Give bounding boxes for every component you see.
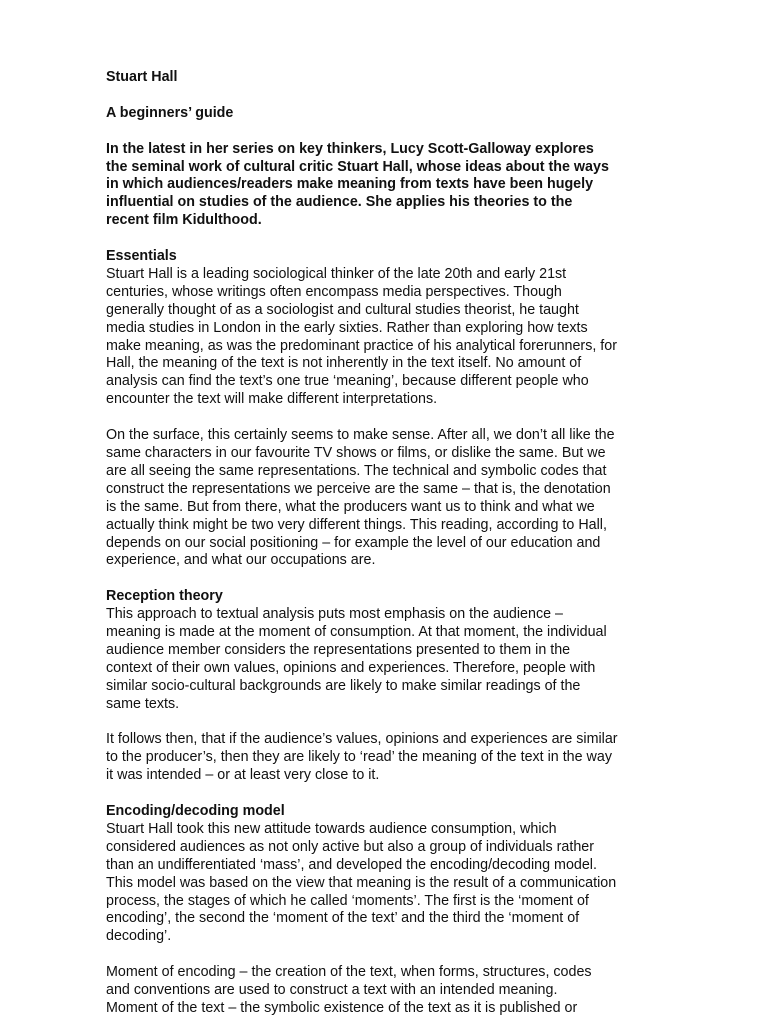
text-line: are all seeing the same representations. The technical and symbolic codes that [106,462,607,479]
standfirst-line: In the latest in her series on key thinkers, Lucy Scott-Galloway explores [106,140,594,157]
text-line: make meaning, as was the predominant practice of his analytical forerunners, for [106,337,617,354]
spacer [106,123,666,141]
text-line: actually think might be two very different things. This reading, according to Hall, [106,516,607,533]
spacer [106,230,666,248]
text-line: is the same. But from there, what the producers want us to think and what we [106,498,595,515]
section-heading-reception-theory: Reception theory [106,588,223,605]
standfirst-line: influential on studies of the audience. She applies his theories to the [106,194,573,211]
standfirst-line: the seminal work of cultural critic Stuart Hall, whose ideas about the ways [106,158,609,175]
text-line: to the producer’s, then they are likely to ‘read’ the meaning of the text in the way [106,749,612,766]
text-line: considered audiences as not only active but also a group of individuals rather [106,838,594,855]
text-line: it was intended – or at least very close to it. [106,767,380,784]
paragraph [106,964,666,1018]
text-line: analysis can find the text’s one true ‘meaning’, because different people who [106,373,589,390]
standfirst [106,141,666,231]
text-line: This approach to textual analysis puts most emphasis on the audience – [106,606,563,623]
paragraph [106,427,666,570]
spacer [106,570,666,588]
text-line: similar socio-cultural backgrounds are likely to make similar readings of the [106,677,581,694]
text-line: than an undifferentiated ‘mass’, and developed the encoding/decoding model. [106,856,597,873]
text-line: Hall, the meaning of the text is not inherently in the text itself. No amount of [106,355,582,372]
paragraph [106,821,666,946]
text-line: On the surface, this certainly seems to make sense. After all, we don’t all like the [106,427,615,444]
text-line: construct the representations we perceive are the same – that is, the denotation [106,480,611,497]
text-line: Moment of encoding – the creation of the text, when forms, structures, codes [106,964,592,981]
standfirst-line: in which audiences/readers make meaning from texts have been hugely [106,176,594,193]
spacer [106,87,666,105]
text-line: It follows then, that if the audience’s values, opinions and experiences are similar [106,731,618,748]
text-line: experience, and what our occupations are. [106,552,376,569]
standfirst-line: recent film Kidulthood. [106,212,262,229]
text-line: Stuart Hall is a leading sociological thinker of the late 20th and early 21st [106,265,567,282]
text-line: generally thought of as a sociologist and cultural studies theorist, he taught [106,301,579,318]
paragraph [106,606,666,713]
spacer [106,714,666,732]
text-line: This model was based on the view that meaning is the result of a communication [106,874,617,891]
text-line: centuries, whose writings often encompass media perspectives. Though [106,283,562,300]
text-line: Stuart Hall took this new attitude towards audience consumption, which [106,820,557,837]
section-heading-encoding-decoding-model: Encoding/decoding model [106,803,285,820]
paragraph [106,266,666,409]
text-line: process, the stages of which he called ‘moments’. The first is the ‘moment of [106,892,589,909]
text-line: encounter the text will make different interpretations. [106,391,438,408]
text-line: encoding’, the second the ‘moment of the text’ and the third the ‘moment of [106,910,580,927]
text-line: decoding’. [106,928,172,945]
paragraph [106,731,666,785]
text-line: meaning is made at the moment of consumption. At that moment, the individual [106,624,607,641]
document-subtitle: A beginners’ guide [106,104,234,121]
spacer [106,409,666,427]
section-heading-essentials: Essentials [106,248,177,265]
text-line: Moment of the text – the symbolic existence of the text as it is published or [106,1000,578,1016]
document-page [106,69,666,1018]
spacer [106,946,666,964]
text-line: audience member considers the representations presented to them in the [106,641,571,658]
text-line: depends on our social positioning – for example the level of our education and [106,534,601,551]
text-line: context of their own values, opinions and experiences. Therefore, people with [106,659,596,676]
spacer [106,785,666,803]
document-title: Stuart Hall [106,69,178,85]
text-line: and conventions are used to construct a text with an intended meaning. [106,982,558,999]
text-line: same texts. [106,695,180,712]
text-line: media studies in London in the early sixties. Rather than exploring how texts [106,319,588,336]
text-line: same characters in our favourite TV shows or films, or dislike the same. But we [106,444,606,461]
